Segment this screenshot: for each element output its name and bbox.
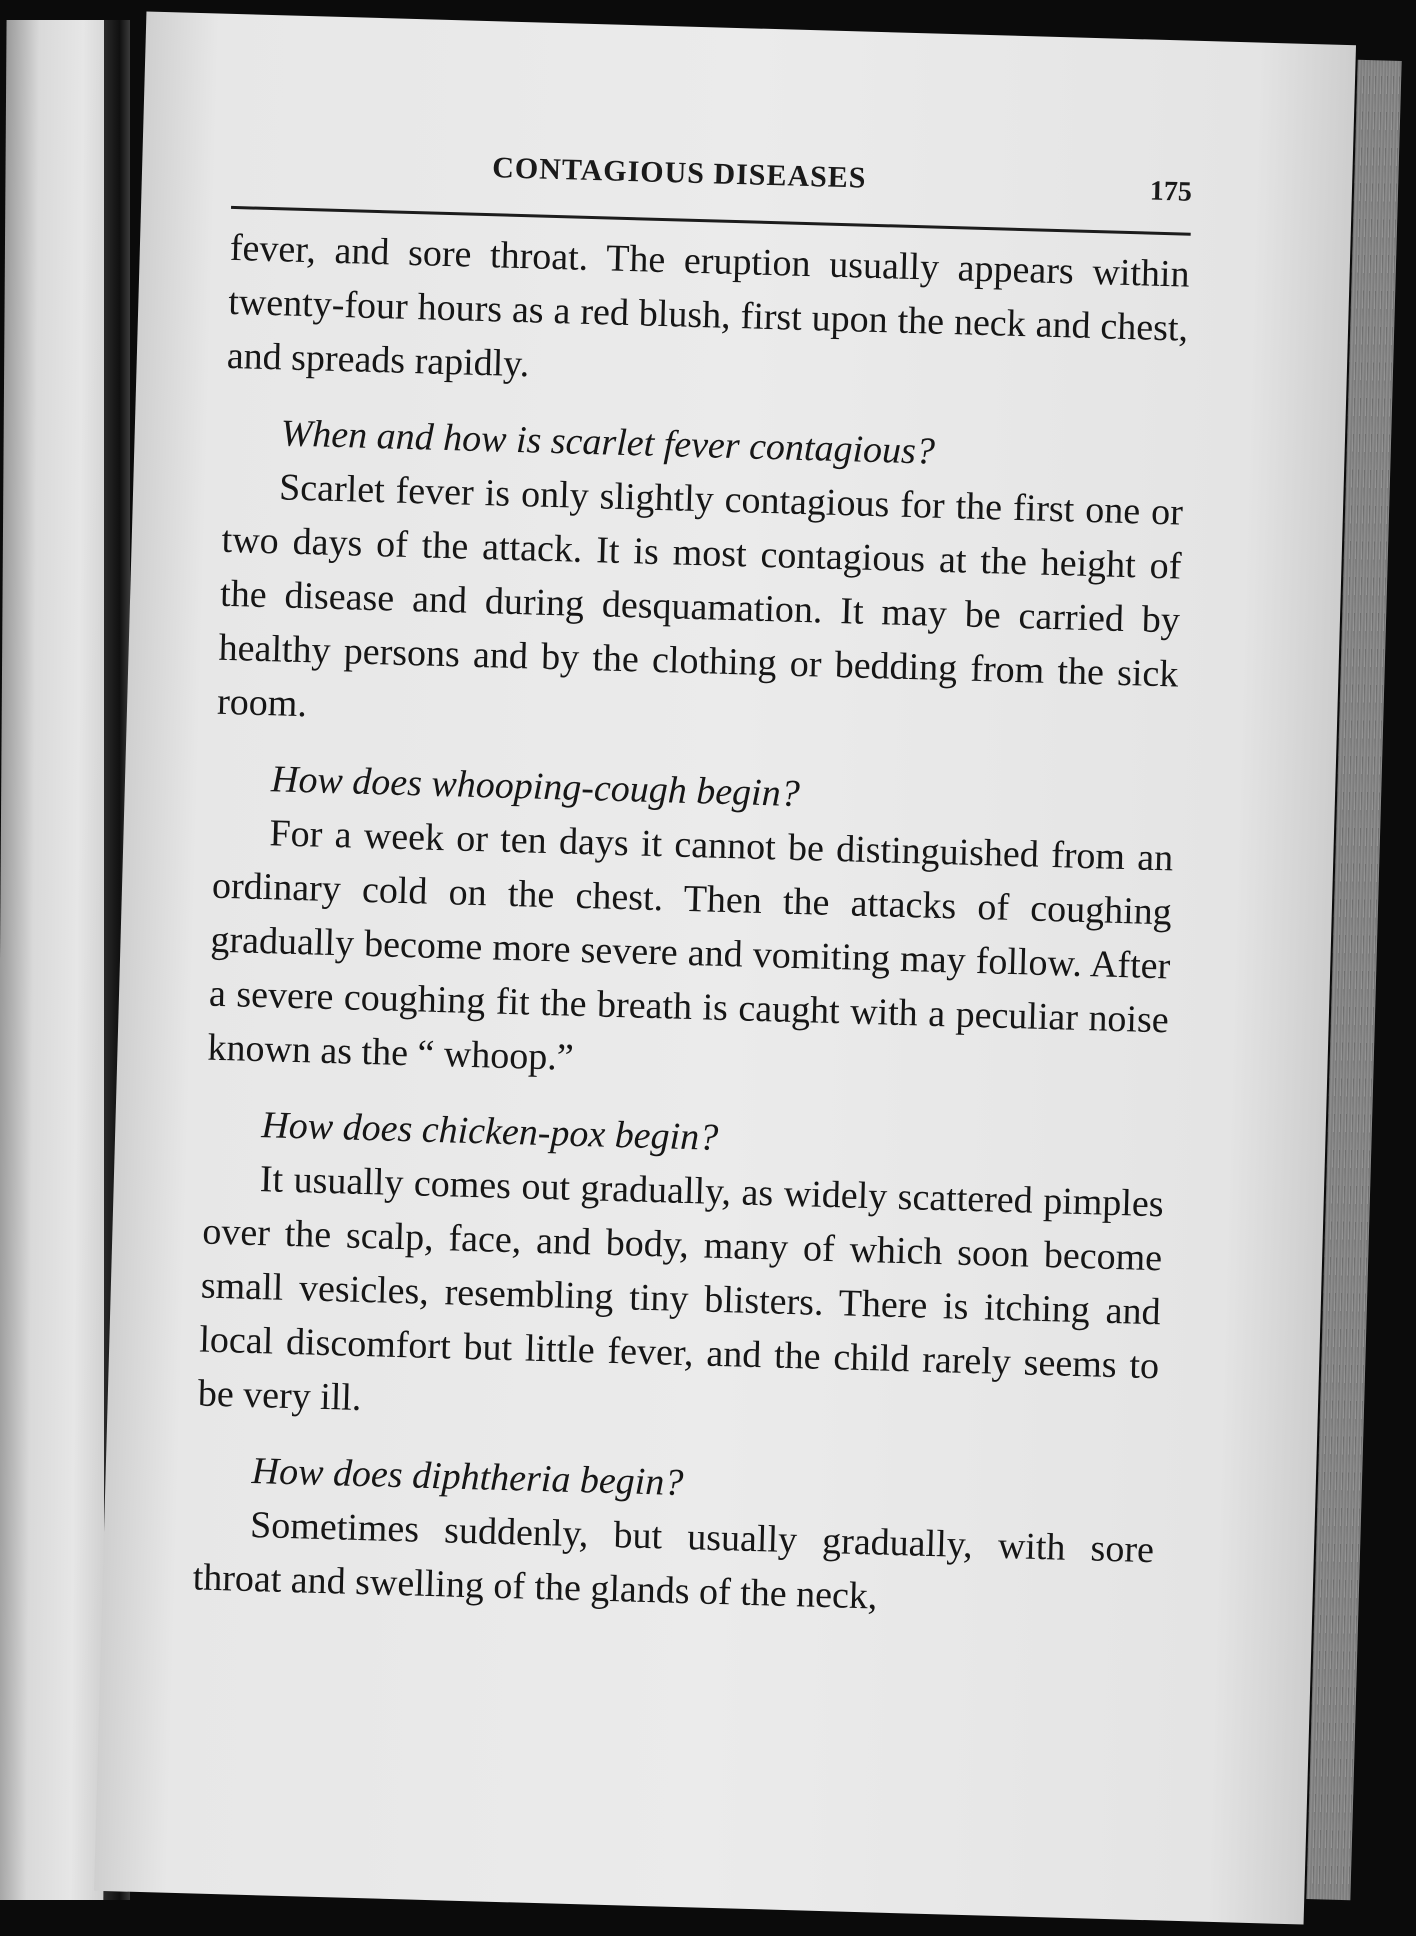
question-heading: How does whooping-cough begin? xyxy=(270,758,801,816)
answer-paragraph: For a week or ten days it cannot be distinguished from an ordinary cold on the chest. Then the attacks of coughing gradually become more severe and vomiting may follow. After a severe coughing fit the breath is caught with a peculiar noise known as the “ whoop.” xyxy=(206,812,1174,1079)
question-heading: How does diphtheria begin? xyxy=(251,1449,684,1505)
question-heading: How does chicken-pox begin? xyxy=(260,1104,719,1159)
answer-paragraph: It usually comes out gradually, as widely scattered pimples over the scalp, face, and body, many of which soon become small vesicles, resembling tiny blisters. There is itching and local discomfort but little fever, and the child rarely seems to be very ill. xyxy=(197,1158,1165,1420)
continuation-paragraph: fever, and sore throat. The eruption usually appears within twenty-four hours as a red blush, first upon the neck and chest, and spreads rapidly. xyxy=(226,226,1191,386)
page-number: 175 xyxy=(1149,175,1193,208)
page-header xyxy=(231,144,1192,227)
answer-paragraph: Scarlet fever is only slightly contagious for the first one or two days of the attack. It is most contagious at the height of the disease and during desquamation. It may be carried by healthy persons and by the clothing or bedding from the sick room. xyxy=(216,466,1184,726)
answer-paragraph: Sometimes suddenly, but usually gradually, with sore throat and swelling of the glands of the neck, xyxy=(192,1503,1155,1618)
question-heading: When and how is scarlet fever contagious? xyxy=(280,412,936,473)
book-page xyxy=(94,11,1356,1924)
page-content xyxy=(192,144,1192,1631)
running-head: CONTAGIOUS DISEASES xyxy=(491,151,867,195)
facing-page-edge xyxy=(0,20,117,1900)
body-text xyxy=(192,221,1190,1631)
